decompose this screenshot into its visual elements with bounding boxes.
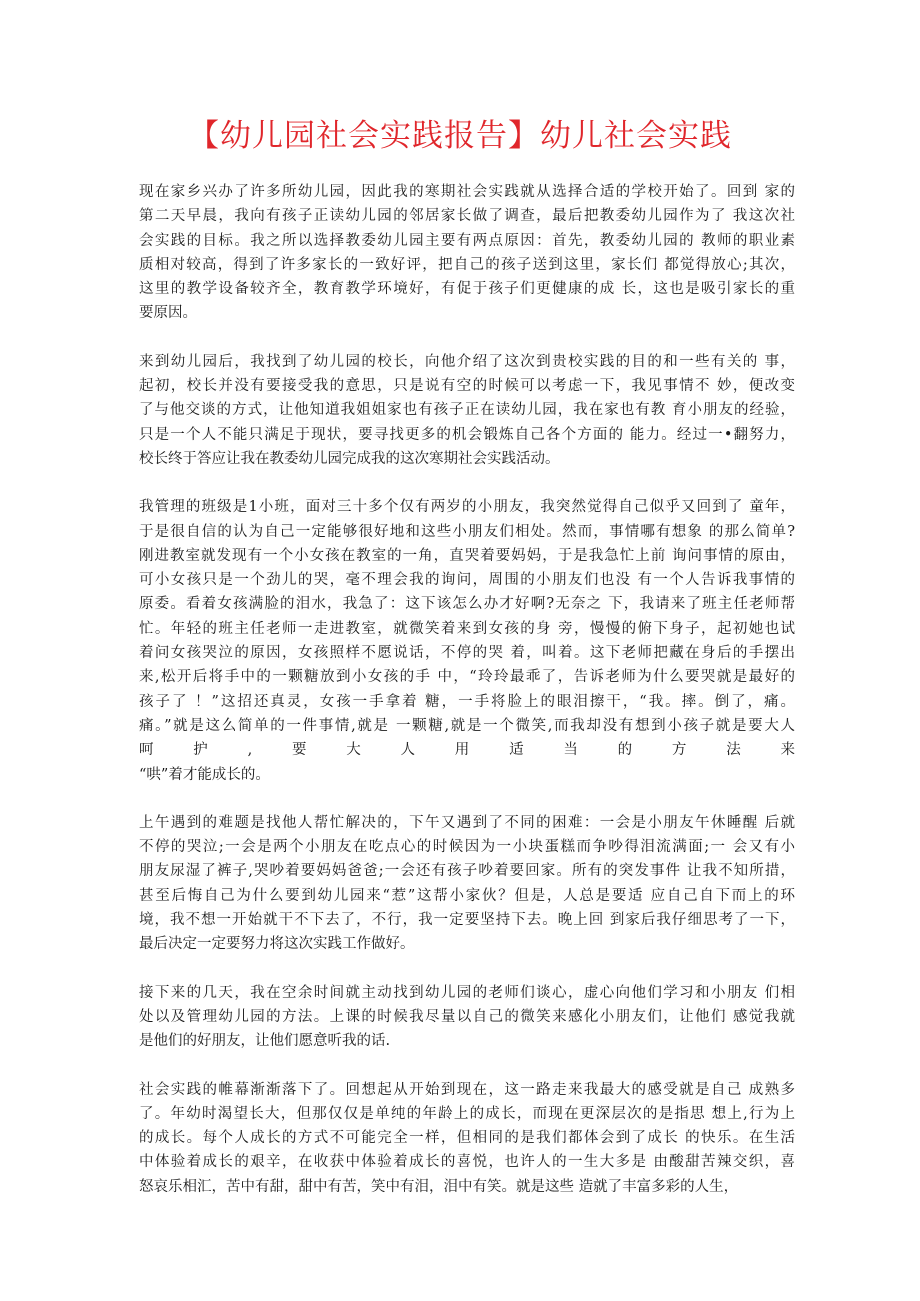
paragraph-line: 社会实践的帷幕渐渐落下了。回想起从开始到现在，这一路走来我最大的感受就是自己 成熟多 — [139, 1081, 795, 1098]
paragraph-line: 朋友尿湿了裤子,哭吵着要妈妈爸爸;一会还有孩子吵着要回家。所有的突发事件 让我不知所措， — [139, 863, 795, 880]
paragraph-line: 最后决定一定要努力将这次实践工作做好。 — [139, 936, 415, 953]
paragraph-line: 这里的教学设备较齐全，教育教学环境好，有促于孩子们更健康的成 长，这也是吸引家长的重 — [139, 281, 795, 298]
paragraph-line: 境，我不想一开始就干不下去了，不行，我一定要坚持下去。晚上回 到家后我仔细思考了一下， — [139, 912, 795, 929]
document-body — [139, 180, 795, 1223]
paragraph-line: 会实践的目标。我之所以选择教委幼儿园主要有两点原因：首先，教委幼儿园的 教师的职业素 — [139, 232, 795, 249]
paragraph-line: “哄”着才能成长的。 — [139, 766, 270, 783]
paragraph-line: 来到幼儿园后，我找到了幼儿园的校长，向他介绍了这次到贵校实践的目的和一些有关的 事， — [139, 353, 795, 370]
paragraph — [139, 811, 795, 957]
paragraph-line: 要原因。 — [139, 305, 197, 322]
paragraph-line: 不停的哭泣;一会是两个小朋友在吃点心的时候因为一小块蛋糕而争吵得泪流满面;一 会又有小 — [139, 839, 795, 856]
paragraph-line: 上午遇到的难题是找他人帮忙解决的，下午又遇到了不同的困难：一会是小朋友午休睡醒 后就 — [139, 814, 795, 831]
paragraph-line: 甚至后悔自己为什么要到幼儿园来“惹”这帮小家伙？但是，人总是要适 应自己自下而上的环 — [139, 887, 795, 904]
paragraph-line: 校长终于答应让我在教委幼儿园完成我的这次寒期社会实践活动。 — [139, 450, 560, 467]
paragraph-line: 我管理的班级是1小班，面对三十多个仅有两岁的小朋友，我突然觉得自己似乎又回到了 童年， — [139, 499, 795, 516]
paragraph-line: 怒哀乐相汇，苦中有甜，甜中有苦，笑中有泪，泪中有笑。就是这些 造就了丰富多彩的人生， — [139, 1178, 739, 1195]
paragraph-line: 质相对较高，得到了许多家长的一致好评，把自己的孩子送到这里，家长们 都觉得放心;其次， — [139, 256, 795, 273]
paragraph-line: 只是一个人不能只满足于现状，要寻找更多的机会锻炼自己各个方面的 能力。经过一•翻努力， — [139, 426, 795, 443]
paragraph-line: 来,松开后将手中的一颗糖放到小女孩的手 中，“玲玲最乖了，告诉老师为什么要哭就是最好的 — [139, 669, 795, 686]
paragraph — [139, 495, 795, 787]
paragraph-line: 于是很自信的认为自己一定能够很好地和这些小朋友们相处。然而，事情哪有想象 的那么简单? — [139, 523, 795, 540]
paragraph-line: 刚进教室就发现有一个小女孩在教室的一角，直哭着要妈妈，于是我急忙上前 询问事情的原由， — [139, 547, 795, 564]
paragraph — [139, 1078, 795, 1199]
paragraph-line: 处以及管理幼儿园的方法。上课的时候我尽量以自己的微笑来感化小朋友们，让他们 感觉我就 — [139, 1008, 795, 1025]
paragraph-line: 中体验着成长的艰辛，在收获中体验着成长的喜悦，也许人的一生大多是 由酸甜苦辣交织，喜 — [139, 1154, 795, 1171]
paragraph-line: 起初，校长并没有要接受我的意思，只是说有空的时候可以考虑一下，我见事情不 妙，便改变 — [139, 378, 795, 395]
paragraph-line: 忙。年轻的班主任老师一走进教室，就微笑着来到女孩的身 旁，慢慢的俯下身子，起初她也试 — [139, 620, 795, 637]
paragraph-line: 孩子了 ！”这招还真灵，女孩一手拿着 糖，一手将脸上的眼泪擦干，“我。摔。倒了，痛。 — [139, 693, 795, 710]
paragraph — [139, 180, 795, 326]
paragraph-line: 呵护,要大人用适当的方法来 — [139, 742, 795, 759]
document-title: 【幼儿园社会实践报告】幼儿社会实践 — [188, 118, 732, 154]
paragraph-line: 了与他交谈的方式，让他知道我姐姐家也有孩子正在读幼儿园，我在家也有教 育小朋友的经验， — [139, 402, 795, 419]
paragraph-line: 可小女孩只是一个劲儿的哭，毫不理会我的询问，周围的小朋友们也没 有一个人告诉我事情的 — [139, 572, 795, 589]
paragraph-line: 着问女孩哭泣的原因，女孩照样不愿说话，不停的哭 着，叫着。这下老师把藏在身后的手摆出 — [139, 645, 795, 662]
paragraph-line: 的成长。每个人成长的方式不可能完全一样，但相同的是我们都体会到了成长 的快乐。在生活 — [139, 1130, 795, 1147]
paragraph-line: 现在家乡兴办了许多所幼儿园，因此我的寒期社会实践就从选择合适的学校开始了。回到 家的 — [139, 184, 795, 200]
paragraph — [139, 981, 795, 1054]
paragraph-line: 原委。看着女孩满脸的泪水，我急了：这下该怎么办才好啊?无奈之 下，我请来了班主任老师帮 — [139, 596, 795, 613]
paragraph-line: 第二天早晨，我向有孩子正读幼儿园的邻居家长做了调查，最后把教委幼儿园作为了 我这次社 — [139, 208, 795, 225]
paragraph-line: 了。年幼时渴望长大，但那仅仅是单纯的年龄上的成长，而现在更深层次的是指思 想上,行为上 — [139, 1105, 795, 1122]
paragraph-line: 痛。”就是这么简单的一件事情,就是 一颗糖,就是一个微笑,而我却没有想到小孩子就是要大人 — [139, 717, 795, 734]
paragraph-line: 是他们的好朋友，让他们愿意听我的话. — [139, 1033, 391, 1050]
paragraph — [139, 350, 795, 471]
paragraph-line: 接下来的几天，我在空余时间就主动找到幼儿园的老师们谈心，虚心向他们学习和小朋友 们相 — [139, 984, 795, 1001]
